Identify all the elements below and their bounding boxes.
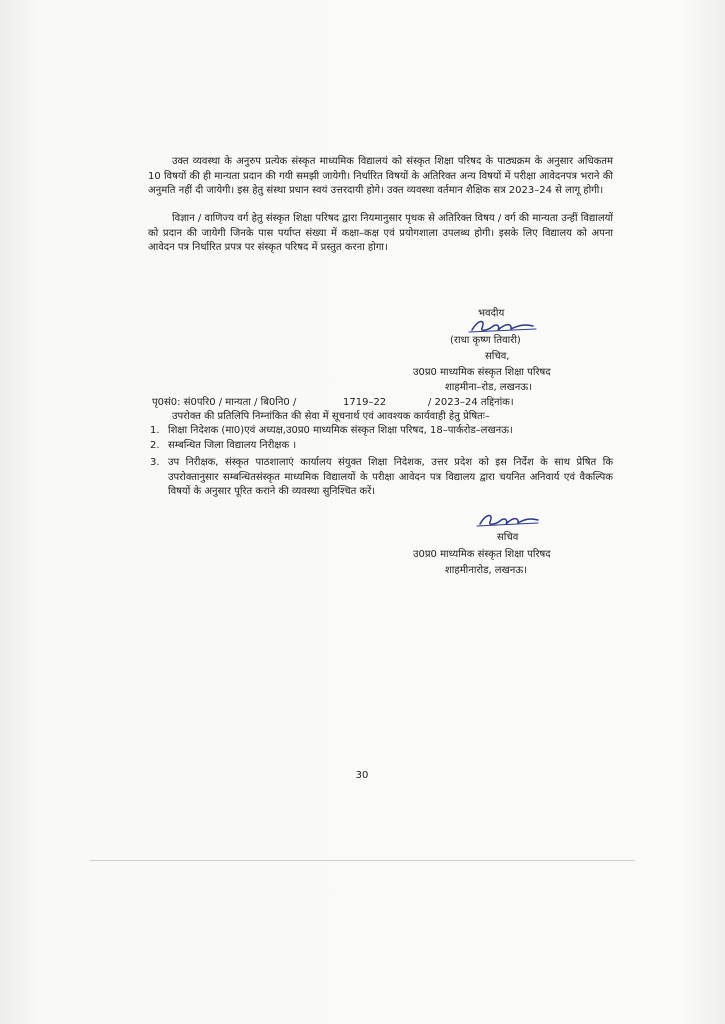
body-paragraph-1: उक्त व्यवस्था के अनुरुप प्रत्येक संस्कृत माध्यमिक विद्यालयं को संस्कृत शिक्षा परिषद के पाठ्यक्रम के अनुसार अधिकतम 10 विषयों की ही मान्यता प्रदान की गयी समझी जायेगी। निर्धारित विषयों के अतिरिक्त अन्य विषयों में परीक्षा आवेदनपत्र भराने की अनुमति नहीं दी जायेगी। इस हेतु संस्था प्रधान स्वयं उत्तरदायी होगे। उक्त व्यवस्था वर्तमान शैक्षिक सत्र 2023–24 से लागू होगी। <box>148 156 613 196</box>
body-paragraph-2: विज्ञान / वाणिज्य वर्ग हेतु संस्कृत शिक्षा परिषद द्वारा नियमानुसार पृथक से अतिरिक्त विषय / वर्ग की मान्यता उन्हीं विद्यालयों को प्रदान की जायेगी जिनके पास पर्याप्त संख्या में कक्षा–कक्ष एवं प्रयोगशाला उपलब्ध होगी। इसके लिए विद्यालय को अपना आवेदन पत्र निर्धारित प्रपत्र पर संस्कृत परिषद में प्रस्तुत करना होगा। <box>148 213 613 253</box>
closing-text: भवदीय <box>478 308 505 319</box>
office-name: उ0प्र0 माध्यमिक संस्कृत शिक्षा परिषद <box>413 367 551 378</box>
signature-2 <box>472 510 544 530</box>
scan-edge-line <box>90 860 635 861</box>
signature-1 <box>462 316 544 336</box>
signature2-office: उ0प्र0 माध्यमिक संस्कृत शिक्षा परिषद <box>413 549 551 560</box>
copy-list-item-3 <box>150 456 613 500</box>
reference-suffix: / 2023–24 तद्दिनांक। <box>428 397 514 408</box>
office-address: शाहमीना–रोड, लखनऊ। <box>445 382 532 393</box>
signatory-designation: सचिव, <box>485 351 510 362</box>
list-text: सम्बन्धित जिला विद्यालय निरीक्षक । <box>168 440 297 451</box>
copy-intro: उपरोक्त की प्रतिलिपि निम्नांकित की सेवा में सूचनार्थ एवं आवश्यक कार्यवाही हेतु प्रेषितः– <box>172 411 490 422</box>
page-number: 30 <box>355 770 369 781</box>
list-text: शिक्षा निदेशक (मा0)एवं अध्यक्ष,उ0प्र0 माध्यमिक संस्कृत शिक्षा परिषद, 18–पार्करोड–लखनऊ। <box>168 425 513 436</box>
signature2-address: शाहमीनारोड, लखनऊ। <box>445 565 527 576</box>
copy-list-item-2 <box>150 439 613 454</box>
list-text: उप निरीक्षक, संस्कृत पाठशालाएं कार्यालय संयुक्त शिक्षा निदेशक, उत्तर प्रदेश को इस निर्देश के साथ प्रेषित कि उपरोक्तानुसार सम्बन्धितसंस्कृत माध्यमिक विद्यालयों के परीक्षा आवेदन पत्र विद्यालय द्वारा चयनित अनिवार्य एवं वैकल्पिक विषयों के अनुसार पूरित कराने की व्यवस्था सुनिश्चित करें। <box>168 457 613 497</box>
list-number: 1. <box>150 425 160 436</box>
copy-list-item-1 <box>150 424 613 439</box>
reference-number: 1719–22 <box>343 397 387 408</box>
reference-prefix: पृ0सं0: सं0परि0 / मान्यता / बि0नि0 / <box>152 397 297 408</box>
signature2-designation: सचिव <box>497 532 519 543</box>
list-number: 3. <box>150 457 160 468</box>
signatory-name: (राधा कृष्ण तिवारी) <box>450 335 521 346</box>
list-number: 2. <box>150 440 160 451</box>
